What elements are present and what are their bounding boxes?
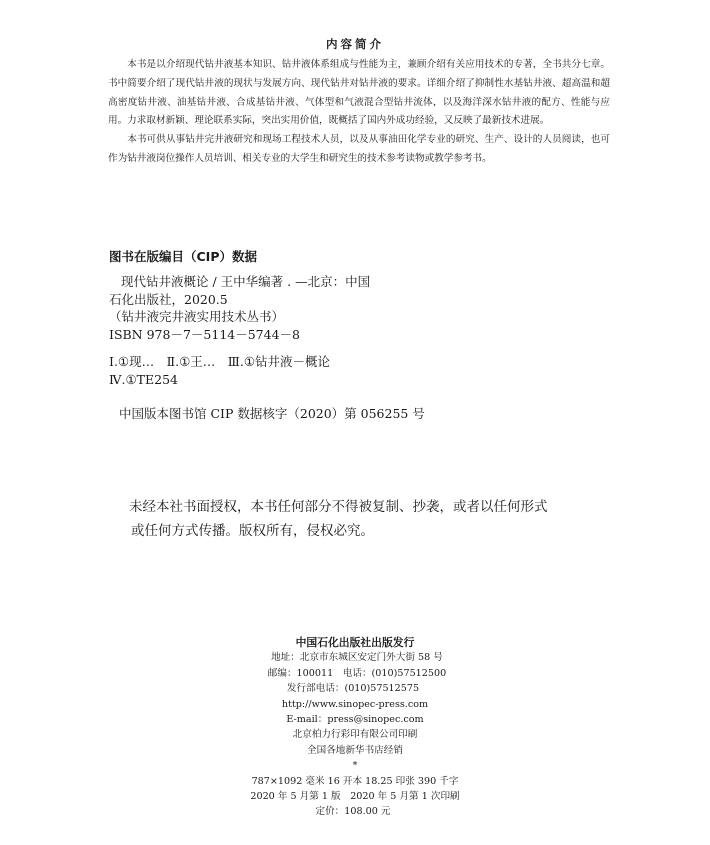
copyright-notice — [129, 495, 599, 543]
content-summary — [108, 56, 610, 169]
imprint-separator: * — [352, 760, 358, 772]
distributor: 全国各地新华书店经销 — [307, 744, 403, 756]
content-summary-title: 内容简介 — [326, 37, 384, 51]
summary-paragraph: 本书是以介绍现代钻井液基本知识、钻井液体系组成与性能为主，兼顾介绍有关应用技术的专著，全书共分七章。书中简要介绍了现代钻井液的现状与发展方向、现代钻井对钻井液的要求。详细介绍了抑制性水基钻井液、超高温和超高密度钻井液、油基钻井液、合成基钻井液、气体型和气液混合型钻井流体，以及海洋深水钻井液的配方、性能与应用。力求取材新颖、理论联系实际，突出实用价值，既概括了国内外成功经验，又反映了最新技术进展。 — [108, 59, 610, 127]
publisher-name: 中国石化出版社出版发行 — [295, 636, 415, 649]
publisher-email: E-mail：press@sinopec.com — [286, 714, 424, 726]
edition-info: 2020 年 5 月第 1 版 2020 年 5 月第 1 次印刷 — [250, 791, 460, 803]
copyright-line: 未经本社书面授权，本书任何部分不得被复制、抄袭，或者以任何形式 — [129, 499, 548, 515]
book-price: 定价：108.00 元 — [315, 806, 391, 818]
cip-record-line: 石化出版社，2020.5 — [109, 291, 228, 307]
publisher-postcode-phone: 邮编：100011 电话：(010)57512500 — [267, 667, 447, 679]
distribution-phone: 发行部电话：(010)57512575 — [286, 683, 420, 695]
publisher-website: http://www.sinopec-press.com — [281, 698, 429, 710]
cip-isbn: ISBN 978－7－5114－5744－8 — [109, 326, 300, 342]
imprint-block — [0, 635, 710, 820]
cip-classification-line: Ⅳ.①TE254 — [109, 371, 178, 387]
cip-record-line: 现代钻井液概论 / 王中华编著 . —北京：中国 — [121, 274, 371, 289]
copyright-line: 或任何方式传播。版权所有，侵权必究。 — [131, 523, 374, 539]
book-format: 787×1092 毫米 16 开本 18.25 印张 390 千字 — [251, 775, 459, 787]
publisher-address: 地址：北京市东城区安定门外大街 58 号 — [271, 652, 443, 664]
summary-paragraph: 本书可供从事钻井完井液研究和现场工程技术人员，以及从事油田化学专业的研究、生产、设计的人员阅读，也可作为钻井液岗位操作人员培训、相关专业的大学生和研究生的技术参考读物或教学参考书。 — [108, 134, 610, 164]
cip-block — [109, 247, 629, 422]
cip-heading: 图书在版编目（CIP）数据 — [109, 249, 257, 264]
printer: 北京柏力行彩印有限公司印刷 — [292, 729, 418, 741]
cip-record-line: （钻井液完井液实用技术丛书） — [109, 309, 285, 325]
cip-classification-line: Ⅰ.①现… Ⅱ.①王… Ⅲ.①钻井液－概论 — [109, 354, 331, 370]
cip-verification-number: 中国版本图书馆 CIP 数据核字（2020）第 056255 号 — [119, 405, 425, 421]
